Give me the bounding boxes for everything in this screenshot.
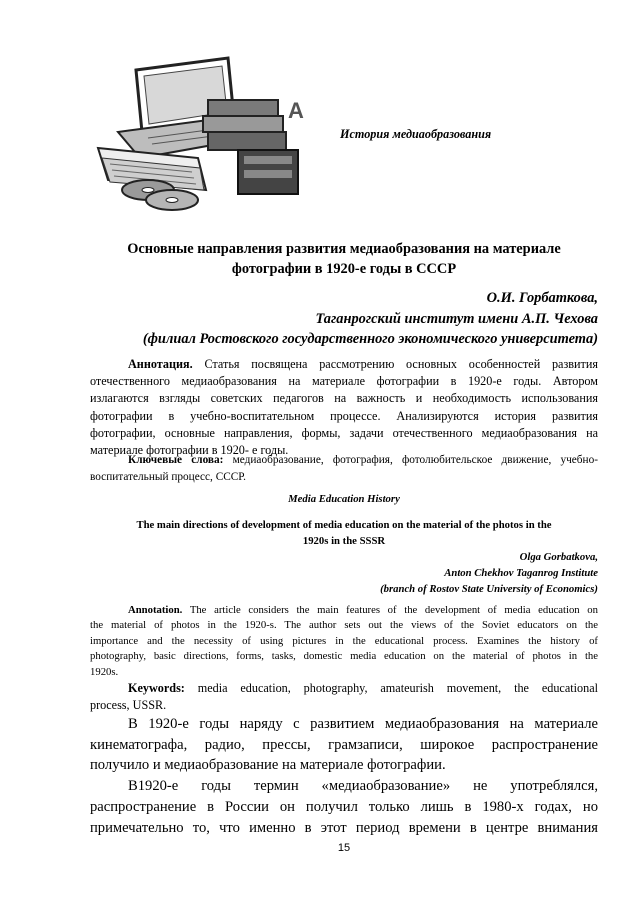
abstract-en (90, 603, 598, 680)
affiliation-ru-line-1: Таганрогский институт имени А.П. Чехова (315, 311, 598, 327)
abstract-ru-line: материале фотографии в 1920- е годы. (90, 443, 289, 458)
abstract-ru-label: Аннотация. (128, 357, 193, 371)
section-title-en: Media Education History (288, 493, 400, 505)
paper-title-ru-line-2: фотографии в 1920-е годы в СССР (231, 261, 457, 277)
abstract-en-line: 1920s. (90, 665, 119, 678)
body-line: В 1920-е годы наряду с развитием медиаобразования на материале (128, 716, 598, 732)
keywords-ru (90, 452, 598, 486)
body-line: распространение в России он получил только лишь в 1980-х годах, но (90, 798, 598, 815)
body-line: В1920-е годы термин «медиаобразование» не употреблялся, (128, 778, 598, 795)
keywords-ru-label: Ключевые слова: (128, 454, 224, 466)
body-text (90, 714, 598, 838)
abstract-en-line: importance and the necessity of using pictures in the educational process. Examines the history of (90, 634, 598, 647)
affiliation-ru-line-2: (филиал Ростовского государственного экономического университета) (142, 331, 598, 347)
keywords-ru-line: медиаобразование, фотография, фотолюбительское движение, учебно- (232, 454, 598, 466)
affiliation-en-line-1: Anton Chekhov Taganrog Institute (444, 567, 598, 579)
paper-title-ru-line-1: Основные направления развития медиаобразования на материале (127, 241, 561, 257)
body-line: кинематографа, радио, прессы, грамзаписи, широкое распространение (90, 736, 598, 753)
abstract-en-label: Annotation. (128, 604, 183, 616)
abstract-ru-line: отечественного медиаобразования на материале фотографии в 1920-е годы. Автором (90, 374, 598, 389)
paper-title-en-line-1: The main directions of development of media education on the material of the photos in the (136, 519, 552, 531)
paper-title-ru (90, 239, 598, 279)
abstract-ru-line: фотографии, основные направления, формы, задачи отечественного медиаобразования на (90, 425, 598, 440)
header-illustration (88, 40, 313, 220)
keywords-en-line: process, USSR. (90, 698, 167, 712)
body-line: получило и медиаобразование на материале фотографии. (90, 757, 446, 774)
author-ru: О.И. Горбаткова, (486, 290, 598, 306)
abstract-ru-line: фотографии в учебно-воспитательном процессе. Анализируются история развития (90, 408, 598, 423)
affiliation-en (90, 566, 598, 598)
abstract-ru (90, 356, 598, 459)
body-line: примечательно то, что именно в этот период времени в центре внимания (90, 819, 598, 836)
abstract-en-line: photography, basic directions, forms, tasks, domestic media education on the material of photos in the (90, 650, 598, 663)
section-title-ru: История медиаобразования (340, 127, 492, 141)
keywords-ru-line: воспитательный процесс, СССР. (90, 470, 246, 483)
abstract-ru-line: излагаются взгляды советских педагогов на важность и необходимость использования (90, 391, 598, 406)
paper-title-en (90, 518, 598, 549)
affiliation-en-line-2: (branch of Rostov State University of Economics) (380, 582, 598, 595)
abstract-en-line: The article considers the main features of the development of media education on (189, 604, 598, 616)
affiliation-ru (90, 309, 598, 349)
svg-text:A: A (288, 98, 304, 123)
keywords-en (90, 680, 598, 714)
keywords-en-line: media education, photography, amateurish movement, the educational (197, 681, 599, 695)
books-laptop-cds-illustration-icon (88, 40, 313, 220)
keywords-en-label: Keywords: (128, 681, 185, 695)
author-en: Olga Gorbatkova, (519, 551, 598, 563)
abstract-ru-line: Статья посвящена рассмотрению основных особенностей развития (204, 357, 599, 371)
paper-title-en-line-2: 1920s in the SSSR (302, 534, 386, 547)
abstract-en-line: the material of photos in the 1920-s. The author sets out the views of the Soviet educators on the (90, 619, 598, 632)
page-number: 15 (337, 842, 351, 854)
